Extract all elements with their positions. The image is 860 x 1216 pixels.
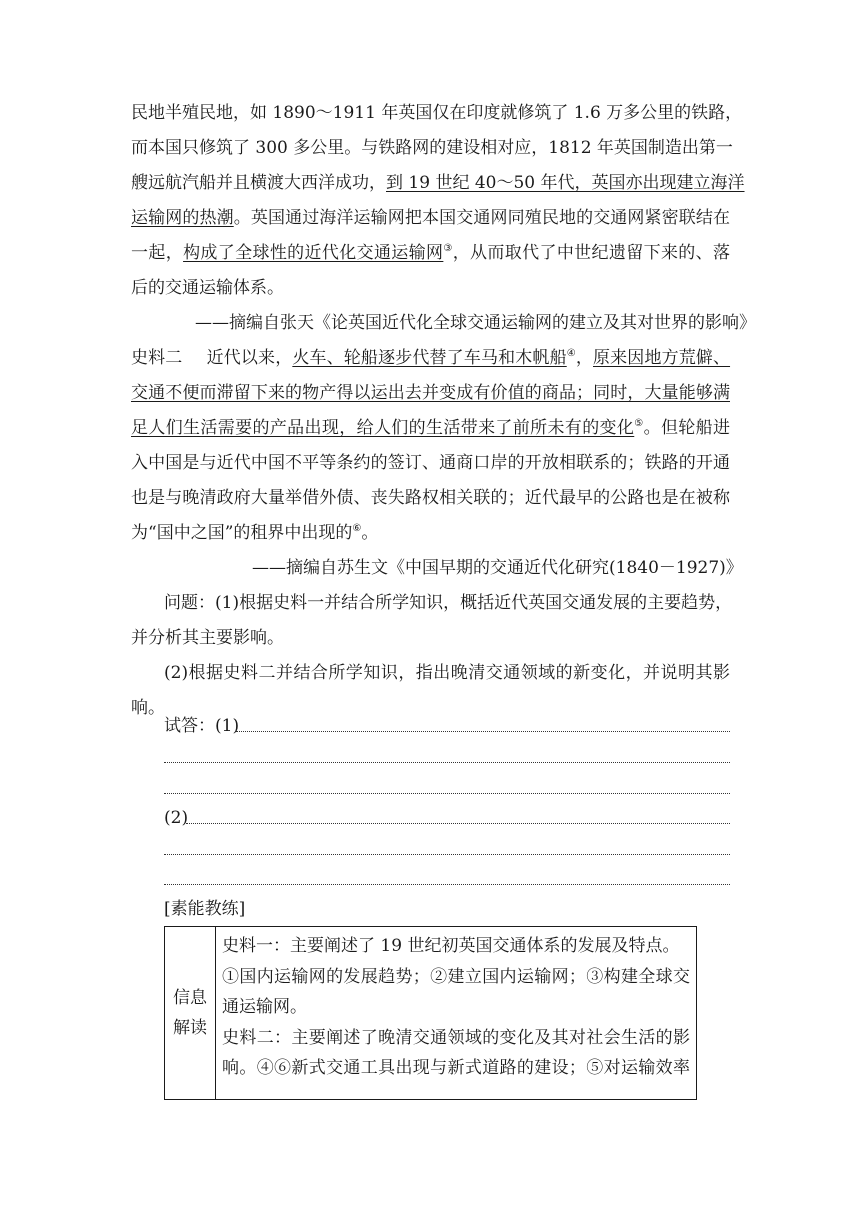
material-label: 史料二 [131,348,183,368]
note-marker: ④ [566,348,576,359]
underlined-phrase: 火车、轮船逐步代替了车马和木帆船 [292,348,567,368]
answer-line[interactable] [236,731,730,732]
text-line: 入中国是与近代中国不平等条约的签订、通商口岸的开放相联系的；铁路的开通 [131,453,730,473]
text-fragment: 。但轮船进 [643,418,731,438]
text-line [131,243,730,263]
text-line: 也是与晚清政府大量举借外债、丧失路权相关联的；近代最早的公路也是在被称 [131,488,730,508]
text-line: 而本国只修筑了 300 多公里。与铁路网的建设相对应，1812 年英国制造出第一 [131,138,733,158]
underlined-phrase: 原来因地方荒僻、 [593,348,731,368]
table-text-line: 通运输网。 [222,997,307,1017]
underlined-phrase: 足人们生活需要的产品出现，给人们的生活带来了前所未有的变化 [131,418,635,438]
note-marker: ⑥ [352,523,362,534]
text-line [131,173,745,193]
text-line [131,208,730,228]
answer-label-1: 试答：(1) [164,716,240,736]
table-text-line: 史料二：主要阐述了晚清交通领域的变化及其对社会生活的影 [222,1027,690,1048]
answer-label-2: (2) [164,808,189,828]
text-fragment: 。 [361,523,379,543]
text-fragment: 为“国中之国”的租界中出现的 [131,523,353,543]
table-text-line: 史料一：主要阐述了 19 世纪初英国交通体系的发展及特点。 [222,936,680,956]
underlined-phrase: 交通不便而滞留下来的物产得以运出去并变成有价值的商品；同时，大量能够满 [131,383,730,403]
header-text: 解读 [173,1018,207,1038]
underlined-phrase: 构成了全球性的近代化交通运输网 [183,243,444,263]
question-2-continued: 响。 [131,698,165,718]
answer-line[interactable] [164,884,730,885]
text-fragment: ， [575,348,593,368]
answer-line[interactable] [164,854,730,855]
text-line [131,348,730,368]
header-text: 信息 [173,988,207,1008]
text-line: 民地半殖民地，如 1890～1911 年英国仅在印度就修筑了 1.6 万多公里的铁路， [131,103,743,123]
note-marker: ③ [443,243,453,254]
source-citation: ——摘编自苏生文《中国早期的交通近代化研究(1840－1927)》 [252,558,743,578]
text-line: 后的交通运输体系。 [131,278,284,298]
text-fragment: 一起， [131,243,184,263]
answer-line[interactable] [164,793,730,794]
table-text-line: 响。④⑥新式交通工具出现与新式道路的建设；⑤对运输效率 [222,1058,690,1078]
underlined-phrase: 到 19 世纪 40～50 年代，英国亦出现建立海洋 [386,173,745,193]
text-line [131,383,730,403]
table-text-line: ①国内运输网的发展趋势；②建立国内运输网；③构建全球交 [222,966,690,987]
question-1: 问题：(1)根据史料一并结合所学知识，概括近代英国交通发展的主要趋势， [164,593,733,613]
table-header-cell [165,927,216,1100]
underlined-phrase: 运输网的热潮 [131,208,234,228]
question-1-continued: 并分析其主要影响。 [131,628,284,648]
note-marker: ⑤ [634,418,644,429]
answer-line[interactable] [186,823,730,824]
text-fragment: 。英国通过海洋运输网把本国交通网同殖民地的交通网紧密联结在 [233,208,731,228]
text-fragment: ，从而取代了中世纪遗留下来的、落 [452,243,731,263]
section-title: [素能教练] [164,899,246,919]
source-citation: ——摘编自张天《论英国近代化全球交通运输网的建立及其对世界的影响》 [195,313,756,333]
text-fragment: 近代以来， [206,348,293,368]
answer-line[interactable] [164,762,730,763]
table-content-cell [216,927,697,1100]
text-line [131,418,730,438]
question-2: (2)根据史料二并结合所学知识，指出晚清交通领域的新变化，并说明其影 [164,663,730,683]
text-fragment: 艘远航汽船并且横渡大西洋成功， [131,173,386,193]
info-table [164,926,697,1100]
text-line [131,523,378,543]
